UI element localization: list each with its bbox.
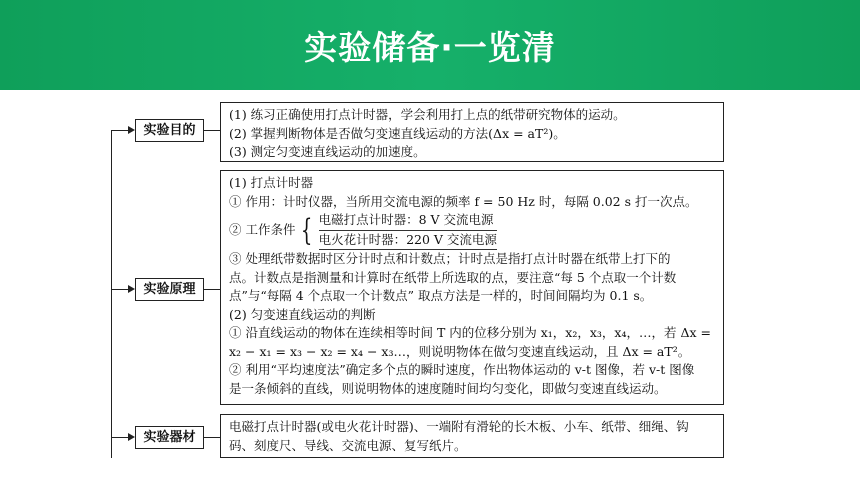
- arrow-icon: [128, 433, 135, 441]
- content-line: 电磁打点计时器：8 V 交流电源: [319, 211, 497, 231]
- content-line: 点。计数点是指测量和计算时在纸带上所选取的点，要注意“每 5 个点取一个计数: [229, 269, 677, 285]
- arrow-icon: [128, 126, 135, 134]
- branch-line: [111, 289, 129, 290]
- content-line: x₂ − x₁ = x₃ − x₂ = x₄ − x₃…，则说明物体在做匀变速直线运动，且 Δx = aT²。: [229, 343, 691, 359]
- page-title: 实验储备·一览清: [304, 28, 556, 67]
- content-line: (3) 测定匀变速直线运动的加速度。: [229, 144, 426, 159]
- content-line: 是一条倾斜的直线，则说明物体的速度随时间均匀变化，即做匀变速直线运动。: [229, 380, 667, 396]
- content-line: ① 沿直线运动的物体在连续相等时间 T 内的位移分别为 x₁，x₂，x₃，x₄，…，若 Δx =: [229, 325, 711, 340]
- content-line: 码、刻度尺、导线、交流电源、复写纸片。: [229, 437, 467, 453]
- content-line: ③ 处理纸带数据时区分计时点和计数点；计时点是指打点计时器在纸带上打下的: [229, 251, 671, 266]
- branch-line: [111, 130, 129, 131]
- connector-line: [204, 437, 220, 438]
- section-content-equipment: [220, 414, 724, 458]
- working-conditions: [229, 211, 717, 250]
- section-label-purpose: 实验目的: [135, 119, 204, 142]
- section-content-principle: [220, 170, 724, 405]
- section-label-equipment: 实验器材: [135, 426, 204, 449]
- content-line: 电磁打点计时器(或电火花计时器)、一端附有滑轮的长木板、小车、纸带、细绳、钩: [229, 419, 689, 434]
- section-label-principle: 实验原理: [135, 278, 204, 301]
- content-line: ② 工作条件: [229, 222, 296, 238]
- content-line: (1) 打点计时器: [229, 175, 314, 190]
- content-line: 点”与“每隔 4 个点取一个计数点” 取点方法是一样的，时间间隔均为 0.1 s。: [229, 288, 653, 303]
- content-line: (1) 练习正确使用打点计时器，学会利用打上点的纸带研究物体的运动。: [229, 107, 626, 122]
- content-line: 电火花计时器：220 V 交流电源: [319, 231, 497, 251]
- connector-line: [204, 130, 220, 131]
- brace-icon: {: [301, 212, 313, 248]
- tree-trunk: [111, 130, 112, 458]
- section-content-purpose: [220, 102, 724, 162]
- content-line: ① 作用：计时仪器，当所用交流电源的频率 f = 50 Hz 时，每隔 0.02 s 打一次点。: [229, 193, 698, 209]
- content-line: (2) 掌握判断物体是否做匀变速直线运动的方法(Δx = aT²)。: [229, 125, 566, 141]
- header-banner: [0, 0, 860, 90]
- content-line: (2) 匀变速直线运动的判断: [229, 306, 376, 322]
- connector-line: [204, 289, 220, 290]
- content-line: ② 利用“平均速度法”确定多个点的瞬时速度，作出物体运动的 v-t 图像，若 v-t 图像: [229, 362, 695, 377]
- arrow-icon: [128, 285, 135, 293]
- branch-line: [111, 437, 129, 438]
